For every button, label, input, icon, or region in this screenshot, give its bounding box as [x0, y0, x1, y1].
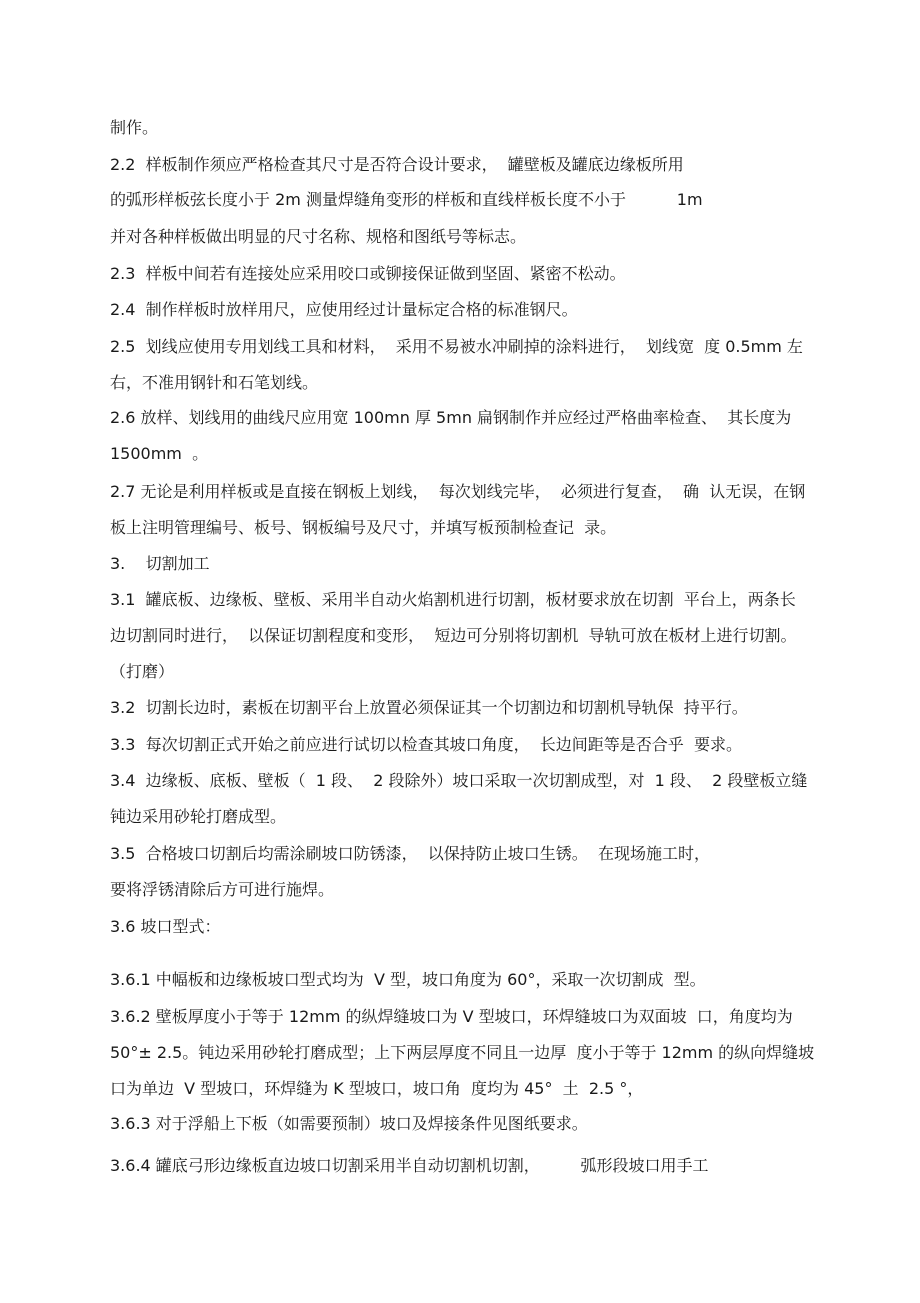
- section-heading: 3. 切割加工: [110, 554, 210, 573]
- text-line: 制作。: [110, 118, 159, 137]
- text-line: 钝边采用砂轮打磨成型。: [110, 807, 287, 826]
- text-line: 要将浮锈清除后方可进行施焊。: [110, 880, 335, 899]
- text-line: 3.5 合格坡口切割后均需涂刷坡口防锈漆， 以保持防止坡口生锈。 在现场施工时，: [110, 844, 710, 863]
- text-line: 2.4 制作样板时放样用尺，应使用经过计量标定合格的标准钢尺。: [110, 300, 578, 319]
- text-line: 50°± 2.5。钝边采用砂轮打磨成型；上下两层厚度不同且一边厚 度小于等于 12mm 的纵向焊缝坡: [110, 1043, 815, 1062]
- text-line: 3.2 切割长边时，素板在切割平台上放置必须保证其一个切割边和切割机导轨保 持平行。: [110, 698, 748, 717]
- text-line: 右，不准用钢针和石笔划线。: [110, 373, 319, 392]
- text-line: 3.1 罐底板、边缘板、壁板、采用半自动火焰割机进行切割，板材要求放在切割 平台上，两条长: [110, 590, 796, 609]
- text-line: 3.6.2 壁板厚度小于等于 12mm 的纵焊缝坡口为 V 型坡口，环焊缝坡口为双面坡 口，角度均为: [110, 1007, 793, 1026]
- text-line: 2.5 划线应使用专用划线工具和材料， 采用不易被水冲刷掉的涂料进行， 划线宽 度 0.5mm 左: [110, 337, 803, 356]
- text-line: 3.3 每次切割正式开始之前应进行试切以检查其坡口角度， 长边间距等是否合乎 要求。: [110, 735, 742, 754]
- text-line: 口为单边 V 型坡口，环焊缝为 K 型坡口，坡口角 度均为 45° 土 2.5 °，: [110, 1079, 644, 1098]
- text-line: 3.4 边缘板、底板、壁板（ 1 段、 2 段除外）坡口采取一次切割成型，对 1 段、 2 段壁板立缝: [110, 771, 808, 790]
- text-line: 3.6.1 中幅板和边缘板坡口型式均为 V 型，坡口角度为 60°，采取一次切割成 型。: [110, 970, 706, 989]
- text-line: 2.3 样板中间若有连接处应采用咬口或铆接保证做到坚固、紧密不松动。: [110, 264, 626, 283]
- text-line: 边切割同时进行， 以保证切割程度和变形， 短边可分别将切割机 导轨可放在板材上进行切割。: [110, 626, 797, 645]
- text-line: 2.2 样板制作须应严格检查其尺寸是否符合设计要求， 罐壁板及罐底边缘板所用: [110, 155, 684, 174]
- text-line: 3.6 坡口型式：: [110, 917, 221, 936]
- text-line: 3.6.3 对于浮船上下板（如需要预制）坡口及焊接条件见图纸要求。: [110, 1114, 588, 1133]
- text-line: 板上注明管理编号、板号、钢板编号及尺寸，并填写板预制检查记 录。: [110, 518, 617, 537]
- text-line: 2.6 放样、划线用的曲线尺应用宽 100mn 厚 5mn 扁钢制作并应经过严格曲率检查、 其长度为: [110, 408, 792, 427]
- text-line: 1500mm 。: [110, 444, 209, 463]
- text-line: （打磨）: [110, 662, 175, 681]
- text-line: 的弧形样板弦长度小于 2m 测量焊缝角变形的样板和直线样板长度不小于 1m: [110, 190, 703, 209]
- text-line: 2.7 无论是利用样板或是直接在钢板上划线， 每次划线完毕， 必须进行复查， 确 认无误，在钢: [110, 482, 806, 501]
- text-line: 3.6.4 罐底弓形边缘板直边坡口切割采用半自动切割机切割， 弧形段坡口用手工: [110, 1156, 709, 1175]
- text-line: 并对各种样板做出明显的尺寸名称、规格和图纸号等标志。: [110, 227, 527, 246]
